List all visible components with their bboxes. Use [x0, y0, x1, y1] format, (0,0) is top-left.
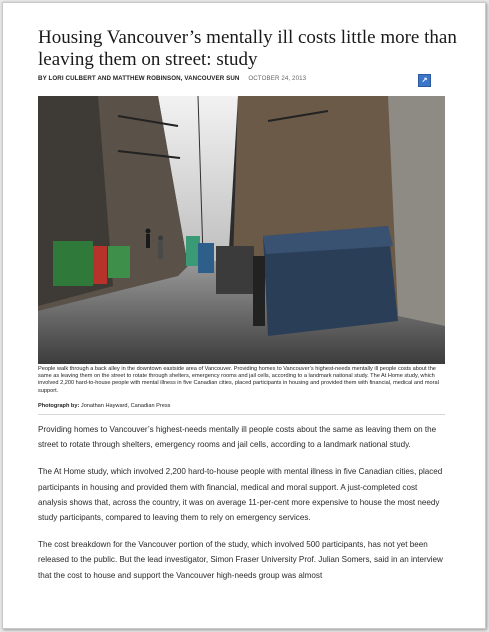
- article-photo: [38, 96, 445, 364]
- photo-caption: People walk through a back alley in the downtown eastside area of Vancouver. Providing homes to Vancouver’s highest-needs mentally ill people costs about the same as leaving them on the street to rotate through shelters, emergency rooms and jail cells, according to a landmark national study. The At Home study, which involved 2,200 hard-to-house people with mental illness in five Canadian cities, placed participants in housing and provided them with financial, medical and moral support.: [38, 366, 439, 394]
- photo-credit-label: Photograph by:: [38, 403, 80, 409]
- body-paragraph: The At Home study, which involved 2,200 hard-to-house people with mental illness in five Canadian cities, placed participants in housing and provided them with financial, medical and moral support. A just-completed cost analysis shows that, across the country, it was on average 11-per-cent more expensive to house the most needy study participants, compared to leaving them to rely on emergency services.: [38, 467, 443, 523]
- article-byline: [38, 75, 306, 82]
- photo-credit-value: Jonathan Hayward, Canadian Press: [80, 403, 171, 409]
- alley-photo-illustration: [38, 96, 445, 364]
- article-body: [38, 422, 448, 595]
- byline-authors: BY LORI CULBERT AND MATTHEW ROBINSON, VANCOUVER SUN: [38, 75, 240, 82]
- share-icon[interactable]: ↗: [418, 74, 431, 87]
- body-paragraph: Providing homes to Vancouver’s highest-needs mentally ill people costs about the same as leaving them on the street to rotate through shelters, emergency rooms and jail cells, according to a landmark national study.: [38, 425, 437, 450]
- byline-date: OCTOBER 24, 2013: [248, 75, 307, 82]
- photo-credit: [38, 403, 446, 409]
- article-headline: Housing Vancouver’s mentally ill costs little more than leaving them on street: study: [38, 27, 457, 70]
- article-page: [2, 2, 486, 629]
- body-paragraph: The cost breakdown for the Vancouver portion of the study, which involved 500 participants, has not yet been released to the public. But the lead investigator, Simon Fraser University Prof. Julian Somers, said in an interview that the cost to house and support the Vancouver high-needs group was almost: [38, 540, 443, 580]
- divider: [38, 414, 445, 415]
